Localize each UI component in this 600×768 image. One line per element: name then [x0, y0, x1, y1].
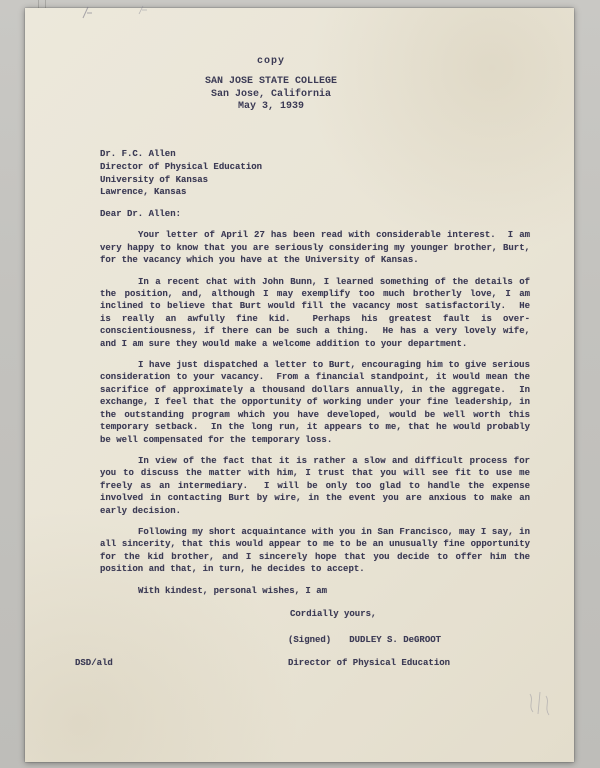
- valediction: Cordially yours,: [290, 608, 377, 619]
- letter-body: [100, 208, 536, 647]
- letterhead: [25, 76, 517, 114]
- recipient-title: Director of Physical Education: [100, 161, 263, 172]
- letterhead-organization: SAN JOSE STATE COLLEGE: [204, 76, 338, 87]
- signature-line: [288, 634, 530, 646]
- paragraph: Following my short acquaintance with you in San Francisco, may I say, in all sincerity, that this would appear to me to be an unusually fine opportunity for the kid brother, and I sincerely hope that you decide to offer him the position and that, in turn, he decides to accept.: [100, 526, 536, 575]
- signed-label: (Signed): [288, 635, 332, 646]
- paragraph: I have just dispatched a letter to Burt, encouraging him to give serious consideration to your vacancy. From a financial standpoint, it would mean the sacrifice of approximately a thousand dollars annually, in the aggregate. In exchange, I feel that the opportunity of working under your fine leadership, in the outstanding program which you have developed, would be well worth this temporary setback. In the long run, it appears to me, that he would probably be well compensated for the temporary loss.: [100, 360, 536, 445]
- paragraph: Your letter of April 27 has been read with considerable interest. I am very happy to know that you are seriously considering my younger brother, Burt, for the vacancy which you have at the University of Kansas.: [100, 230, 536, 266]
- signer-name: DUDLEY S. DeGROOT: [349, 635, 442, 646]
- handwritten-mark: [77, 4, 157, 22]
- recipient-name: Dr. F.C. Allen: [100, 149, 176, 159]
- letter-page: [25, 8, 574, 762]
- letterhead-date: May 3, 1939: [237, 101, 304, 113]
- letterhead-location: San Jose, California: [210, 88, 332, 100]
- paragraph: In view of the fact that it is rather a slow and difficult process for you to discuss the matter with him, I trust that you will see fit to use me freely as an intermediary. I will be only too glad to handle the expense involved in contacting Burt by wire, in the event you are anxious to make an early decision.: [100, 455, 536, 516]
- signer-title: Director of Physical Education: [288, 658, 451, 668]
- paragraph: In a recent chat with John Bunn, I learned something of the details of the position, and, although I may exemplify too much brotherly love, I am inclined to believe that Burt would fill the vacancy most satisfactorily. He is really an awfully fine kid. Perhaps his greatest fault is over-conscientiousness, if there can be such a thing. He has a very lovely wife, and I am sure they would make a welcome addition to your department.: [100, 276, 536, 349]
- recipient-institution: University of Kansas: [100, 174, 209, 185]
- pencil-scribble: [520, 688, 565, 728]
- closing-line: With kindest, personal wishes, I am: [138, 585, 328, 596]
- typist-initials: DSD/ald: [75, 658, 113, 668]
- salutation: Dear Dr. Allen:: [100, 209, 182, 219]
- recipient-address-block: [100, 148, 262, 199]
- recipient-city: Lawrence, Kansas: [100, 187, 187, 198]
- copy-label: copy: [256, 56, 285, 67]
